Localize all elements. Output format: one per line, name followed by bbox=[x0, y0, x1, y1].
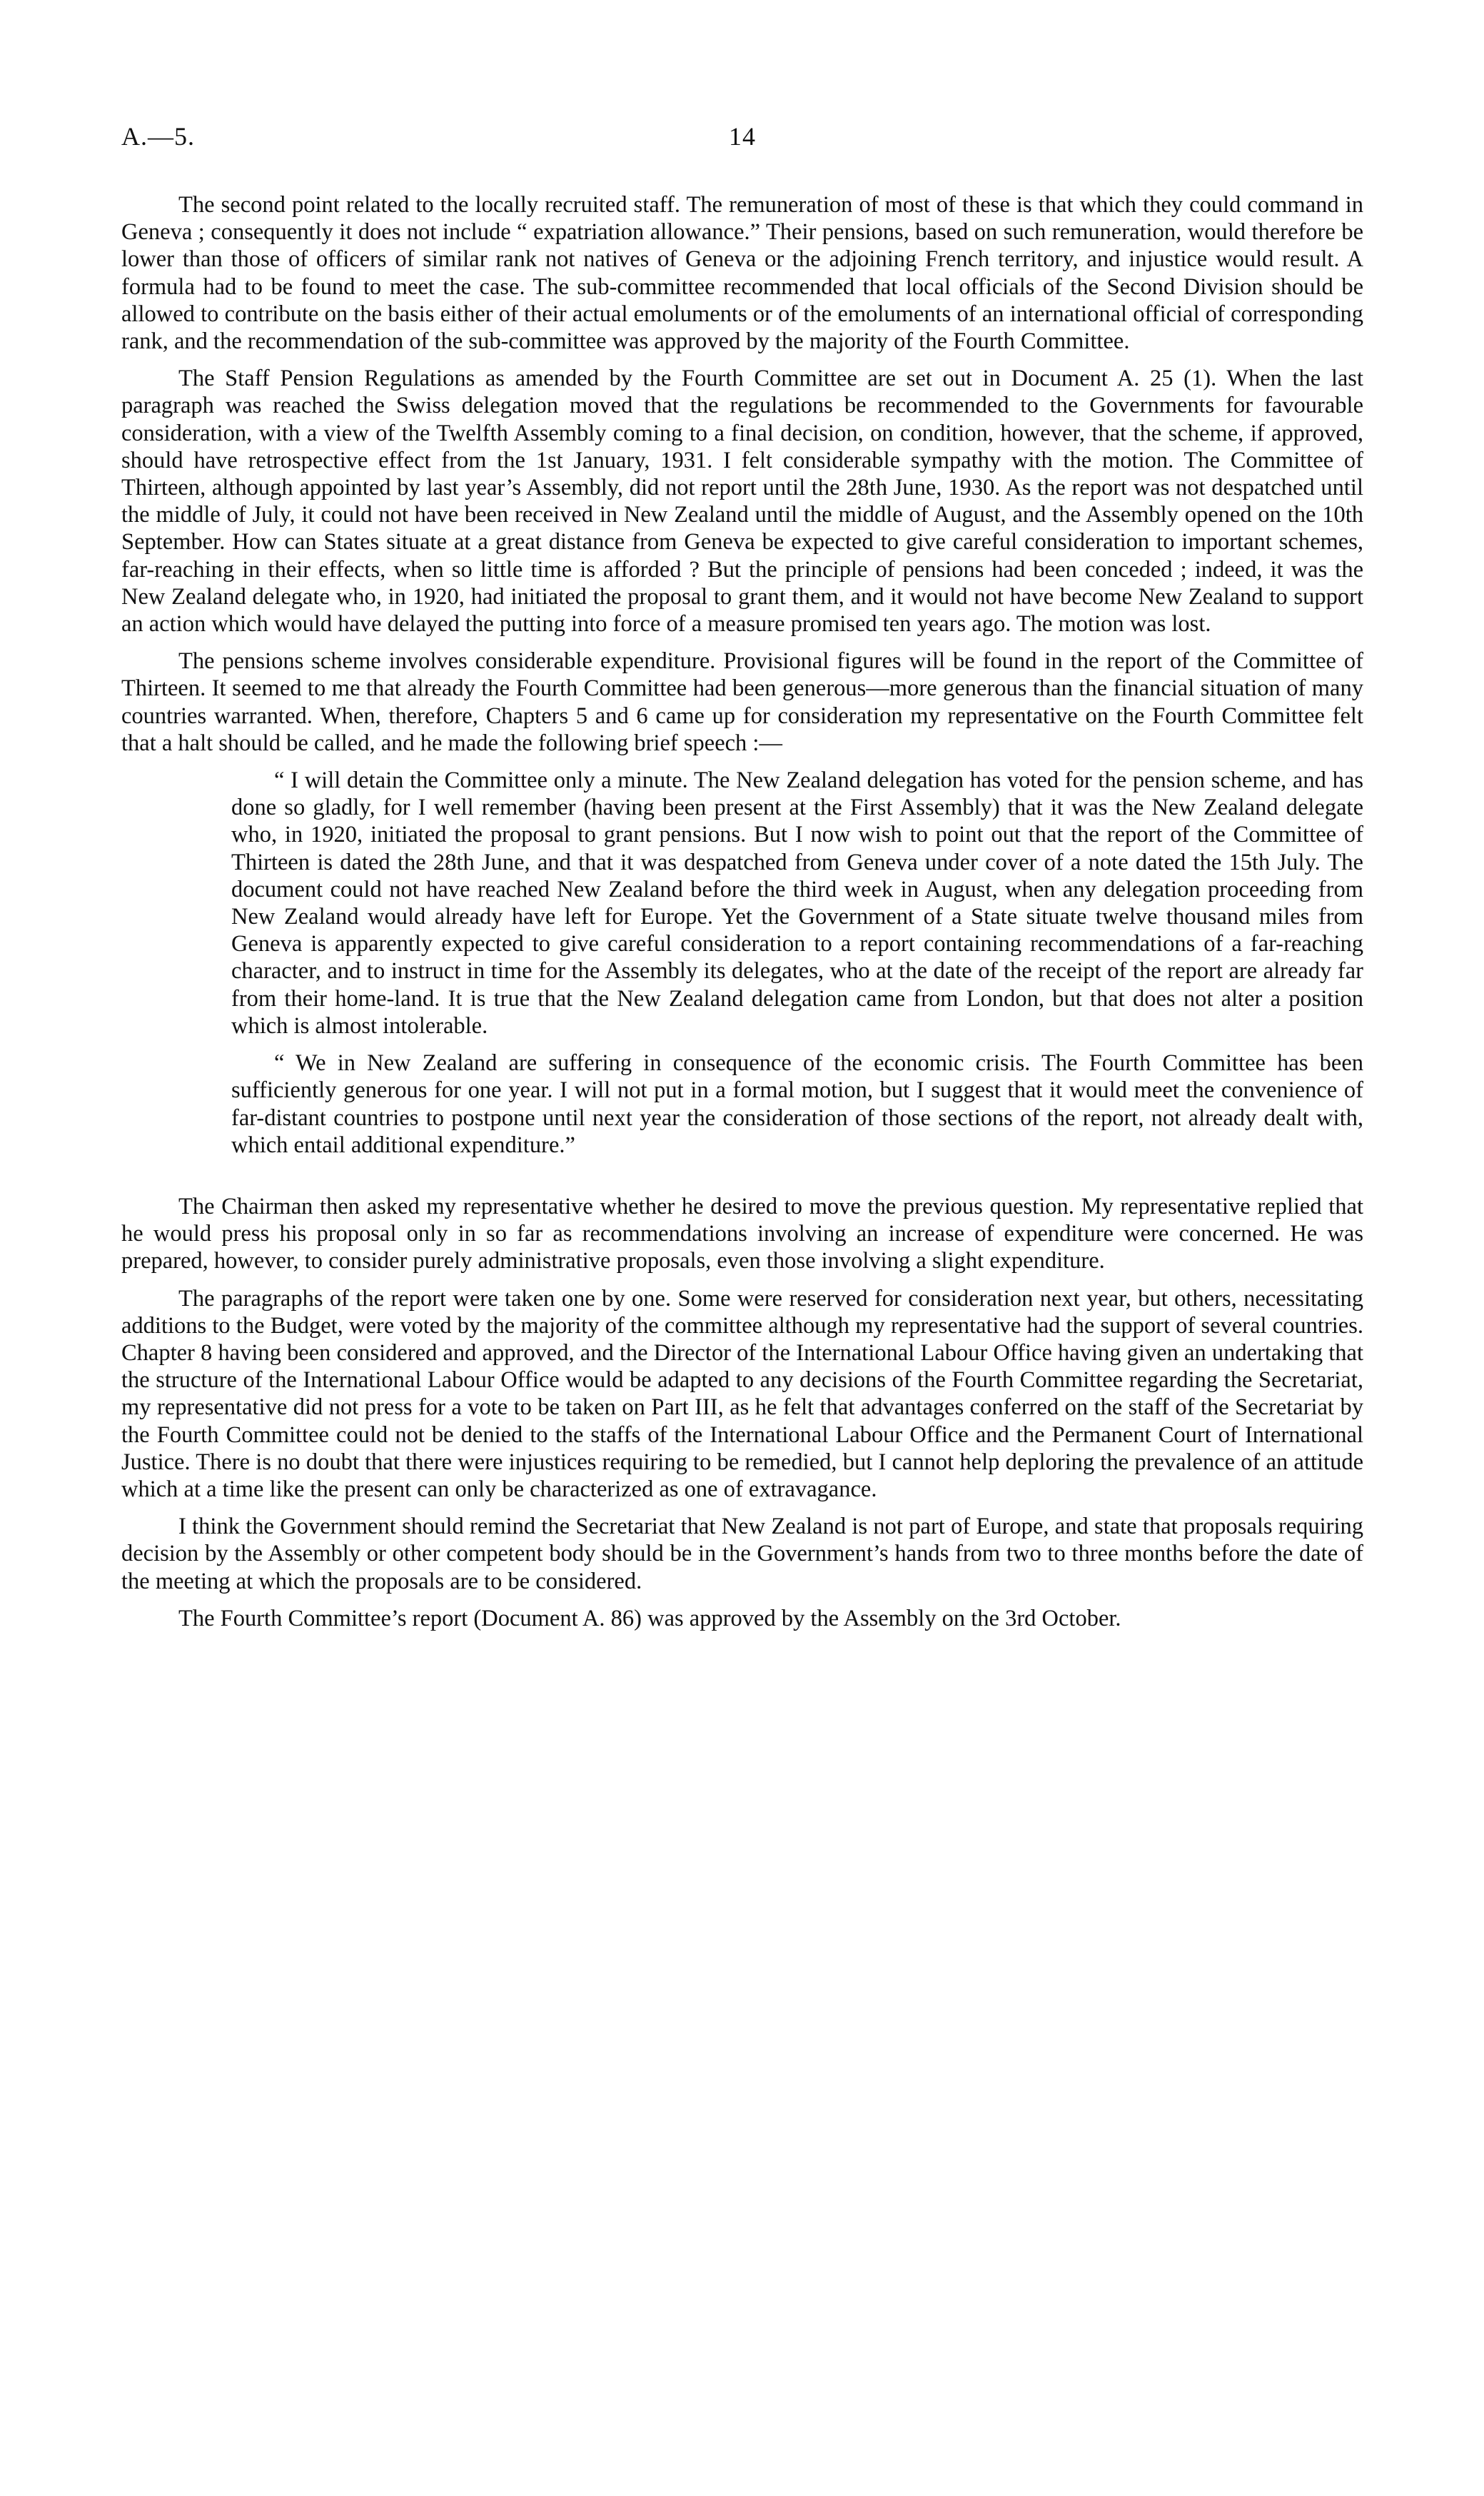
paragraph-pensions-expenditure: The pensions scheme involves considerable expenditure. Provisional figures will be found in the report of the Committee of Thirteen. It seemed to me that already the Fourth Committee had been generous—more generous than the financial situation of many countries warranted. When, therefore, Chapters 5 and 6 came up for consideration my representative on the Fourth Committee felt that a halt should be called, and he made the following brief speech :— bbox=[121, 648, 1363, 756]
page-header bbox=[121, 121, 1363, 164]
document-page bbox=[121, 121, 1363, 1642]
document-reference: A.—5. bbox=[121, 122, 195, 151]
quote-paragraph: “ We in New Zealand are suffering in consequence of the economic crisis. The Fourth Committee has been sufficiently generous for one year. I will not put in a formal motion, but I suggest that it would meet the convenience of far-distant countries to postpone until next year the consideration of those sections of the report, not already dealt with, which entail additional expenditure.” bbox=[231, 1050, 1363, 1158]
paragraph-report-votes: The paragraphs of the report were taken one by one. Some were reserved for consideration next year, but others, necessitating additions to the Budget, were voted by the majority of the committee although my representative had the support of several countries. Chapter 8 having been considered and approved, and the Director of the International Labour Office having given an undertaking that the structure of the International Labour Office would be adapted to any decisions of the Fourth Committee regarding the Secretariat, my representative did not press for a vote to be taken on Part III, as he felt that advantages conferred on the staff of the Secretariat by the Fourth Committee could not be denied to the staffs of the International Labour Office and the Permanent Court of International Justice. There is no doubt that there were injustices requiring to be remedied, but I cannot help deploring the prevalence of an attitude which at a time like the present can only be characterized as one of extravagance. bbox=[121, 1285, 1363, 1502]
paragraph-chairman: The Chairman then asked my representative whether he desired to move the previous question. My representative replied that he would press his proposal only in so far as recommendations involving an increase of expenditure were concerned. He was prepared, however, to consider purely administrative proposals, even those involving a slight expenditure. bbox=[121, 1193, 1363, 1274]
speech-quote bbox=[231, 767, 1363, 1159]
paragraph-local-staff: The second point related to the locally recruited staff. The remuneration of most of these is that which they could command in Geneva ; consequently it does not include “ expatriation allowance.” Their pensions, based on such remuneration, would therefore be lower than those of officers of similar rank not natives of Geneva or the adjoining French territory, and injustice would result. A formula had to be found to meet the case. The sub-committee recommended that local officials of the Second Division should be allowed to contribute on the basis either of their actual emoluments or of the emoluments of an international official of corresponding rank, and the recommendation of the sub-committee was approved by the majority of the Fourth Committee. bbox=[121, 192, 1363, 355]
paragraph-pension-regulations: The Staff Pension Regulations as amended by the Fourth Committee are set out in Document A. 25 (1). When the last paragraph was reached the Swiss delegation moved that the regulations be recommended to the Governments for favourable consideration, with a view of the Twelfth Assembly coming to a final decision, on condition, however, that the scheme, if approved, should have retrospective effect from the 1st January, 1931. I felt considerable sympathy with the motion. The Committee of Thirteen, although appointed by last year’s Assembly, did not report until the 28th June, 1930. As the report was not despatched until the middle of July, it could not have been received in New Zealand until the middle of August, and the Assembly opened on the 10th September. How can States situate at a great distance from Geneva be expected to give careful consideration to important schemes, far-reaching in their effects, when so little time is afforded ? But the principle of pensions had been conceded ; indeed, it was the New Zealand delegate who, in 1920, had initiated the proposal to grant them, and it would not have become New Zealand to support an action which would have delayed the putting into force of a measure promised ten years ago. The motion was lost. bbox=[121, 366, 1363, 638]
body-text bbox=[121, 191, 1363, 1632]
paragraph-remind-secretariat: I think the Government should remind the Secretariat that New Zealand is not part of Europe, and state that proposals requiring decision by the Assembly or other competent body should be in the Government’s hands from two to three months before the date of the meeting at which the proposals are to be considered. bbox=[121, 1514, 1363, 1594]
paragraph-report-approved: The Fourth Committee’s report (Document A. 86) was approved by the Assembly on the 3rd October. bbox=[178, 1605, 1121, 1631]
quote-paragraph: “ I will detain the Committee only a minute. The New Zealand delegation has voted for the pension scheme, and has done so gladly, for I well remember (having been present at the First Assembly) that it was the New Zealand delegate who, in 1920, initiated the proposal to grant pensions. But I now wish to point out that the report of the Committee of Thirteen is dated the 28th June, and that it was despatched from Geneva under cover of a note dated the 15th July. The document could not have reached New Zealand before the third week in August, when any delegation proceeding from New Zealand would already have left for Europe. Yet the Government of a State situate twelve thousand miles from Geneva is apparently expected to give careful consideration to a report containing recommendations of a far-reaching character, and to instruct in time for the Assembly its delegates, who at the date of the receipt of the report are already far from their home-land. It is true that the New Zealand delegation came from London, but that does not alter a position which is almost intolerable. bbox=[231, 768, 1363, 1039]
closing-section bbox=[121, 1193, 1363, 1632]
page-number: 14 bbox=[729, 122, 756, 151]
